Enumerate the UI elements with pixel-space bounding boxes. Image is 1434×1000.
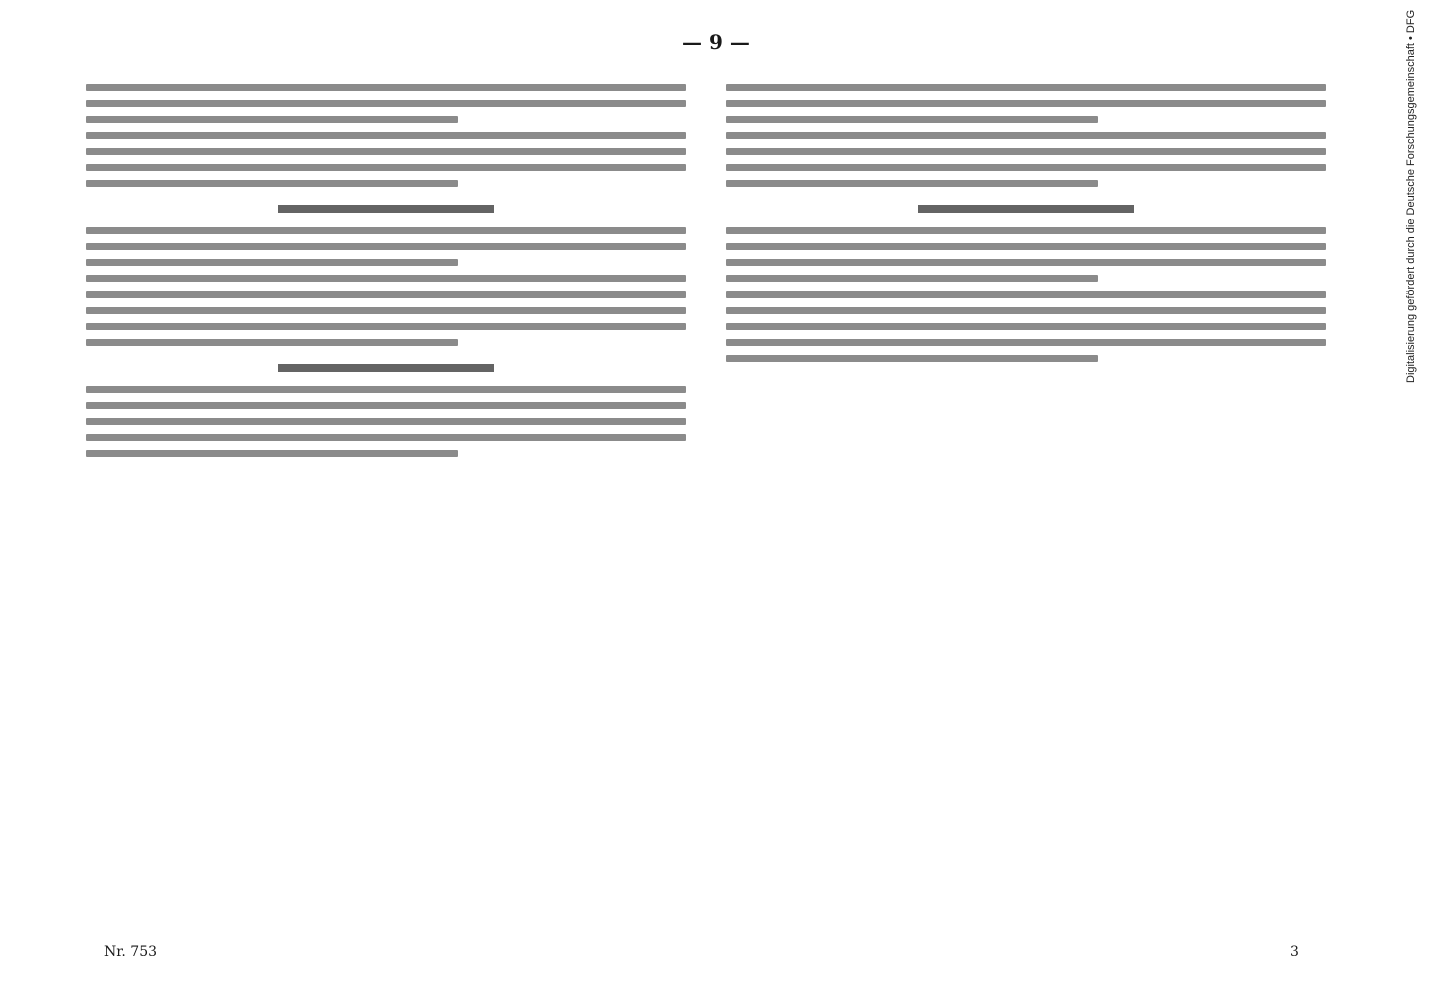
section-heading xyxy=(918,205,1134,213)
bottom-number: 3 xyxy=(1290,944,1299,960)
section-heading xyxy=(278,205,494,213)
document-page xyxy=(86,84,1336,914)
issue-number: Nr. 753 xyxy=(104,944,158,960)
digitization-note: Digitalisierung gefördert durch die Deutsche Forschungsgemeinschaft • DFG xyxy=(1405,10,1417,384)
page-folio: — 9 — xyxy=(682,30,750,54)
section-heading xyxy=(278,364,494,372)
text-column-right xyxy=(726,84,1326,914)
text-column-left xyxy=(86,84,686,914)
